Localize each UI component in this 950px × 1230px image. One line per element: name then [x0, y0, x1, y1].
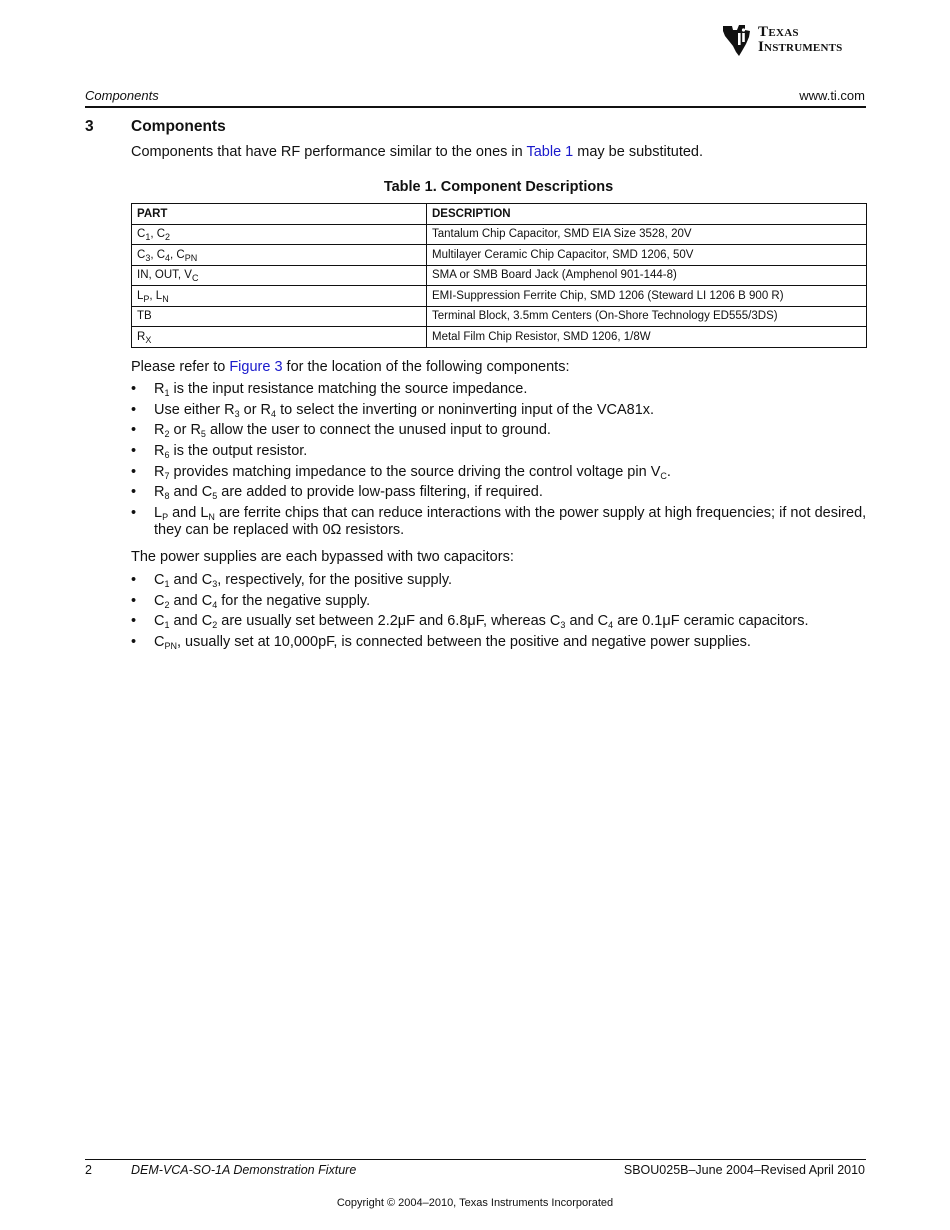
part-cell: IN, OUT, $V_C$ — [132, 265, 427, 286]
part-cell: $C_1$, $C_2$ — [132, 224, 427, 245]
list-item: • $R_1$ is the input resistance matching the source impedance. — [131, 381, 871, 398]
list-item: • $C_1$ and $C_2$ are usually set between 2.2μF and 6.8μF, whereas $C_3$ and $C_4$ are 0.1μF ceramic capacitors. — [131, 613, 871, 630]
table-row — [132, 306, 867, 327]
intro-paragraph: Components that have RF performance similar to the ones in Table 1 may be substituted. — [131, 144, 703, 160]
list-item: • $C_{PN}$, usually set at 10,000pF, is connected between the positive and negative power supplies. — [131, 634, 871, 651]
component-table — [131, 203, 867, 348]
table-row — [132, 286, 867, 307]
header-rule — [85, 106, 866, 108]
description-cell: Terminal Block, 3.5mm Centers (On-Shore Technology ED555/3DS) — [427, 306, 867, 327]
table-row — [132, 245, 867, 266]
power-intro-paragraph: The power supplies are each bypassed with two capacitors: — [131, 549, 514, 565]
part-cell: TB — [132, 306, 427, 327]
part-cell: $L_P$, $L_N$ — [132, 286, 427, 307]
list-item: • $L_P$ and $L_N$ are ferrite chips that can reduce interactions with the power supply at high frequencies; if not desired, they can be replaced with 0Ω resistors. — [131, 505, 871, 539]
section-title: Components — [131, 118, 226, 135]
running-header-section: Components — [85, 88, 159, 103]
table-caption: Table 1. Component Descriptions — [383, 179, 614, 195]
description-cell: Metal Film Chip Resistor, SMD 1206, 1/8W — [427, 327, 867, 348]
ti-logo-icon — [720, 22, 754, 58]
table-header-row — [132, 204, 867, 225]
table-1-link[interactable]: Table 1 — [526, 144, 574, 160]
list-item: • $R_7$ provides matching impedance to the source driving the control voltage pin $V_C$. — [131, 464, 871, 481]
description-cell: SMA or SMB Board Jack (Amphenol 901-144-8) — [427, 265, 867, 286]
table-row — [132, 224, 867, 245]
list-item: • Use either $R_3$ or $R_4$ to select the inverting or noninverting input of the VCA81x. — [131, 402, 871, 419]
table-row — [132, 327, 867, 348]
description-cell: EMI-Suppression Ferrite Chip, SMD 1206 (Steward LI 1206 B 900 R) — [427, 286, 867, 307]
running-header-url[interactable]: www.ti.com — [799, 88, 865, 103]
part-cell: $R_X$ — [132, 327, 427, 348]
list-item: • $R_8$ and $C_5$ are added to provide low-pass filtering, if required. — [131, 484, 871, 501]
list-item: • $C_1$ and $C_3$, respectively, for the positive supply. — [131, 572, 871, 589]
ti-logo — [720, 22, 870, 58]
footer-document-number: SBOU025B–June 2004–Revised April 2010 — [623, 1163, 865, 1177]
components-bullet-list — [131, 381, 871, 543]
list-item: • $R_2$ or $R_5$ allow the user to connect the unused input to ground. — [131, 422, 871, 439]
figure-3-link[interactable]: Figure 3 — [229, 359, 283, 375]
ti-wordmark: TEXAS INSTRUMENTS — [758, 24, 843, 55]
page-number: 2 — [85, 1163, 92, 1177]
description-cell: Tantalum Chip Capacitor, SMD EIA Size 3528, 20V — [427, 224, 867, 245]
column-header-part: PART — [132, 204, 427, 225]
list-item: • $R_6$ is the output resistor. — [131, 443, 871, 460]
copyright-notice: Copyright © 2004–2010, Texas Instruments Incorporated — [336, 1197, 614, 1209]
part-cell: $C_3$, $C_4$, $C_{PN}$ — [132, 245, 427, 266]
section-number: 3 — [85, 118, 94, 135]
table-row — [132, 265, 867, 286]
description-cell: Multilayer Ceramic Chip Capacitor, SMD 1206, 50V — [427, 245, 867, 266]
power-bullet-list — [131, 572, 871, 655]
refer-paragraph: Please refer to Figure 3 for the location of the following components: — [131, 359, 570, 375]
footer-rule — [85, 1159, 866, 1160]
footer-document-title: DEM-VCA-SO-1A Demonstration Fixture — [131, 1163, 357, 1177]
column-header-description: DESCRIPTION — [427, 204, 867, 225]
list-item: • $C_2$ and $C_4$ for the negative supply. — [131, 593, 871, 610]
